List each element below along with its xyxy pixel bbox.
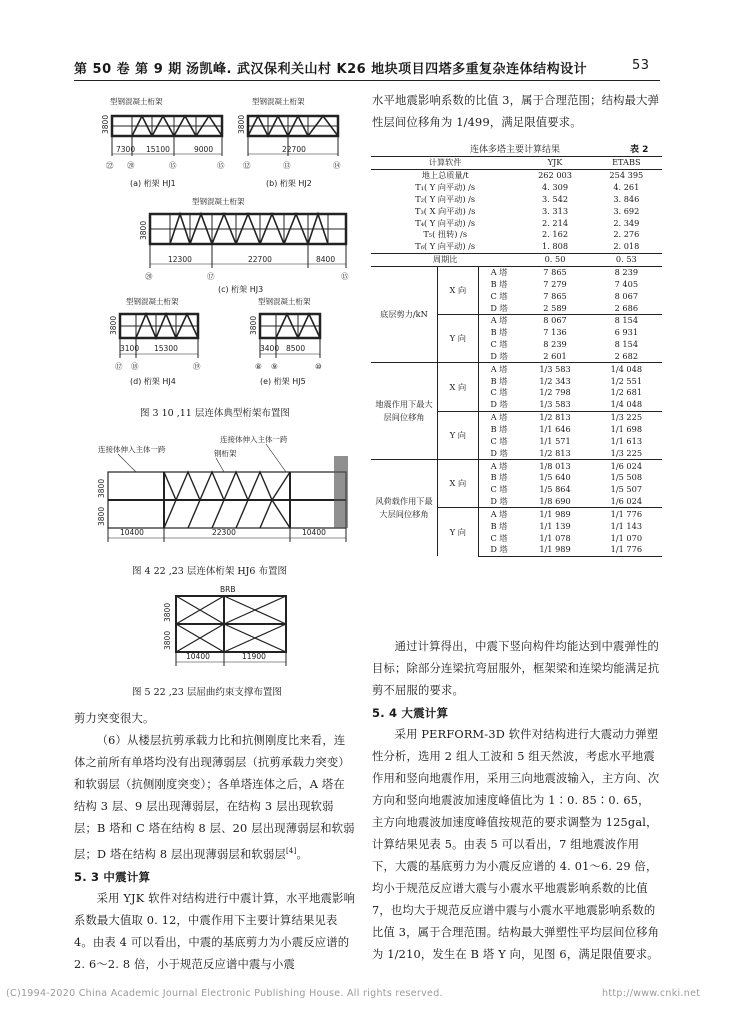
axis-bubble: ⑰ xyxy=(115,362,123,371)
table-row xyxy=(371,217,662,229)
table-cell: YJK xyxy=(519,157,590,170)
para-continuation: 剪力突变很大。 xyxy=(74,712,155,725)
table-cell: Y 向 xyxy=(438,314,479,362)
table-row xyxy=(371,363,662,375)
table-row xyxy=(371,169,662,181)
table-cell: 1/2 551 xyxy=(610,375,643,386)
fig4-caption: 图 4 22 ,23 层连体桁架 HJ6 布置图 xyxy=(132,566,287,577)
table-row xyxy=(371,194,662,206)
para-5-4: 采用 PERFORM-3D 软件对结构进行大震动力弹塑性分析，选用 2 组人工波和 5 组天然波，考虑水平地震作用和竖向地震作用，采用三向地震波输入，主方向、次方向和竖向地震波加速度峰值比为 1∶0. 85∶0. 65，主方向地震波加速度峰值按规范的要求调整为 125gal，计算结果见表 5。由表 5 可以看出，7 组地震波作用下，大震的基底剪力为小震反应谱的 4. 01～6. 29 倍，均小于规范反应谱大震与小震水平地震影响系数的比值 7，也均大于规范反应谱中震与小震水平地震影响系数的比值 3，属于合理范围。结构最大弹塑性平均层间位移角为 1/210，发生在 B 塔 Y 向，见图 6，满足限值要求。 xyxy=(372,728,660,961)
table-cell: 0. 53 xyxy=(591,253,662,266)
table-cell: Y 向 xyxy=(438,508,479,556)
left-text-block xyxy=(74,708,356,976)
para-after-table: 通过计算得出，中震下竖向构件均能达到中震弹性的目标；除部分连梁抗弯屈服外，框架梁和连梁均能满足抗剪不屈服的要求。 xyxy=(372,640,660,697)
axis-bubble: ⑲ xyxy=(193,362,201,371)
journal-issue: 第 50 卷 第 9 期 xyxy=(74,62,182,77)
right-lower-text xyxy=(372,636,660,966)
axis-bubble: ⑩ xyxy=(315,362,322,371)
table-cell: ETABS xyxy=(591,157,662,170)
table-cell: 1/5 508 xyxy=(610,472,643,483)
header-rule xyxy=(74,80,660,81)
axis-bubble: ⑨ xyxy=(271,362,278,371)
fig5-height: 3800 xyxy=(163,602,172,622)
fig5-label: BRB xyxy=(220,585,236,594)
table-cell: B 塔 xyxy=(478,375,519,387)
table-cell: 地震作用下最大层间位移角 xyxy=(371,363,438,460)
table-cell: 3. 542 xyxy=(542,193,569,204)
fig3e-dim: 8500 xyxy=(286,344,306,353)
table-cell: 1/2 681 xyxy=(610,387,643,398)
table-cell: 2 682 xyxy=(614,350,639,361)
table-row xyxy=(371,460,662,472)
fig3c-dim: 8400 xyxy=(316,255,336,264)
table-row xyxy=(371,205,662,217)
table-cell: 1/1 646 xyxy=(539,423,571,434)
figure-4 xyxy=(96,432,358,562)
table-cell: 1/6 024 xyxy=(610,496,643,507)
table-cell: 1/5 640 xyxy=(539,472,571,483)
axis-bubble: ⑰ xyxy=(207,272,215,281)
table-cell: 2. 162 xyxy=(542,229,569,240)
table-cell: A 塔 xyxy=(478,411,519,423)
para-5-3: 采用 YJK 软件对结构进行中震计算，水平地震影响系数最大值取 0. 12，中震作用下主要计算结果见表 4。由表 4 可以看出，中震的基底剪力为小震反应谱的 2. 6～2. 8 倍，小于规范反应谱中震与小震 xyxy=(74,891,356,971)
fig3c-subcaption: (c) 桁架 HJ3 xyxy=(218,285,264,294)
table-cell: 3. 313 xyxy=(542,205,569,216)
fig3d-height: 3800 xyxy=(109,315,118,335)
axis-bubble: ⑬ xyxy=(283,161,291,170)
fig3d-dim: 15300 xyxy=(154,344,178,353)
table-cell: T₆( Y 向平动) /s xyxy=(415,241,476,252)
table-cell: 8 239 xyxy=(543,339,567,350)
table-cell: 1/4 048 xyxy=(591,363,662,375)
table2-label: 表 2 xyxy=(630,145,649,155)
table-cell: C 塔 xyxy=(478,387,519,399)
fig3a-label: 型钢混凝土桁架 xyxy=(110,97,163,106)
axis-bubble: ⑮ xyxy=(169,161,177,170)
table-cell: Y 向 xyxy=(438,411,479,459)
fig3a-dim: 7300 xyxy=(116,145,136,154)
table-cell: 8 154 xyxy=(591,314,662,326)
fig3a-subcaption: (a) 桁架 HJ1 xyxy=(130,179,176,188)
table-cell: 1/1 139 xyxy=(539,520,571,531)
table-cell: 3. 692 xyxy=(613,205,640,216)
fig5-caption: 图 5 22 ,23 层屈曲约束支撑布置图 xyxy=(132,687,282,698)
axis-bubble: ⑳ xyxy=(145,272,153,281)
fig3c-dim: 12300 xyxy=(168,255,192,264)
fig3d-label: 型钢混凝土桁架 xyxy=(126,297,179,306)
fig3b-dim: 22700 xyxy=(282,145,306,154)
table-cell: C 塔 xyxy=(478,484,519,496)
table-cell: 1/5 864 xyxy=(539,484,571,495)
table-cell: 1/8 690 xyxy=(539,496,571,507)
table-cell: A 塔 xyxy=(478,314,519,326)
table2-title: 连体多塔主要计算结果 xyxy=(470,145,561,155)
axis-bubble: ⑱ xyxy=(131,362,139,371)
fig4-height: 3800 xyxy=(97,478,106,498)
table-cell: X 向 xyxy=(438,460,479,508)
table-cell: 1/5 507 xyxy=(610,484,643,495)
table-cell: A 塔 xyxy=(478,363,519,375)
axis-bubble: ㉒ xyxy=(106,161,114,170)
axis-bubble: ⑳ xyxy=(127,161,135,170)
table-cell: 周期比 xyxy=(371,253,519,266)
fig3b-label: 型钢混凝土桁架 xyxy=(252,97,305,106)
table-cell: 2. 276 xyxy=(613,229,640,240)
fig5-height: 3800 xyxy=(163,630,172,650)
fig4-dim: 10400 xyxy=(120,528,144,537)
table-2 xyxy=(371,156,662,557)
copyright-footer: (C)1994-2020 China Academic Journal Electronic Publishing House. All rights reserved. xyxy=(6,988,443,999)
table-cell: C 塔 xyxy=(478,290,519,302)
table-cell: 7 279 xyxy=(543,278,567,289)
table-cell: 底层剪力/kN xyxy=(371,266,438,363)
table-cell: 7 865 xyxy=(519,266,590,278)
running-title: 汤凯峰. 武汉保利关山村 K26 地块项目四塔多重复杂连体结构设计 xyxy=(186,62,588,77)
table-cell: C 塔 xyxy=(478,435,519,447)
table-cell: T₂( Y 向平动) /s xyxy=(415,193,476,204)
table-cell: 1/2 343 xyxy=(539,375,571,386)
table-cell: 1/1 613 xyxy=(610,435,643,446)
table-cell: 0. 50 xyxy=(519,253,590,266)
table-cell: 1/2 813 xyxy=(539,447,571,458)
table-cell: 2. 214 xyxy=(542,217,569,228)
table-row xyxy=(371,157,662,170)
table-cell: 1/1 070 xyxy=(610,532,643,543)
figure-5 xyxy=(160,582,300,682)
table-cell: D 塔 xyxy=(478,496,519,508)
table-cell: T₁( Y 向平动) /s xyxy=(415,182,476,193)
para-6-text: （6）从楼层抗剪承载力比和抗侧刚度比来看，连体之前所有单塔均没有出现薄弱层（抗剪承载力突变）和软弱层（抗侧刚度突变）；各单塔连体之后，A 塔在结构 3 层、9 层出现薄弱层，在结构 3 层出现软弱层；B 塔和 C 塔在结构 8 层、20 层出现薄弱层和软弱层；D 塔在结构 8 层出现薄弱层和软弱层 xyxy=(74,734,355,861)
fig4-label-left: 连接体伸入主体一跨 xyxy=(98,445,166,454)
table-cell: 地上总质量/t xyxy=(371,169,519,181)
section-5-3-heading: 5. 3 中震计算 xyxy=(74,869,151,884)
table-row xyxy=(371,266,662,278)
table-cell: 2 589 xyxy=(543,302,567,313)
table-cell: 1/3 225 xyxy=(610,447,643,458)
fig4-height: 3800 xyxy=(97,506,106,526)
fig5-dim: 11900 xyxy=(242,652,266,661)
fig3b-subcaption: (b) 桁架 HJ2 xyxy=(266,179,312,188)
table-cell: 8 154 xyxy=(614,339,639,350)
table-cell: 8 067 xyxy=(614,290,639,301)
table-cell: 2. 349 xyxy=(613,217,640,228)
table-cell: 风荷载作用下最大层间位移角 xyxy=(371,460,438,557)
figure-3 xyxy=(100,92,370,404)
table-row xyxy=(371,241,662,253)
table-cell: 2. 018 xyxy=(613,241,640,252)
fig3e-label: 型钢混凝土桁架 xyxy=(258,297,311,306)
table-cell: B 塔 xyxy=(478,327,519,339)
table-cell: 1. 808 xyxy=(542,241,569,252)
table-row xyxy=(371,182,662,194)
table-cell: 8 067 xyxy=(519,314,590,326)
table-cell: 1/1 698 xyxy=(610,423,643,434)
table-cell: 7 136 xyxy=(543,327,567,338)
table-cell: 8 239 xyxy=(591,266,662,278)
table-cell: 2 601 xyxy=(543,350,567,361)
table-cell: 7 865 xyxy=(543,290,567,301)
table-cell: 1/1 078 xyxy=(539,532,571,543)
table-cell: A 塔 xyxy=(478,508,519,520)
table-cell: T₄( Y 向平动) /s xyxy=(415,217,476,228)
table-cell: B 塔 xyxy=(478,520,519,532)
fig3e-dim: 3400 xyxy=(260,344,280,353)
fig4-dim: 10400 xyxy=(302,528,326,537)
axis-bubble: ⑧ xyxy=(255,362,262,371)
table-cell: C 塔 xyxy=(478,532,519,544)
table-cell: 4. 261 xyxy=(613,182,640,193)
section-5-4-heading: 5. 4 大震计算 xyxy=(372,706,449,720)
fig3a-dim: 9000 xyxy=(194,145,214,154)
table-cell: 1/3 583 xyxy=(539,399,571,410)
page-number: 53 xyxy=(632,58,650,73)
table-cell: C 塔 xyxy=(478,339,519,351)
fig3e-subcaption: (e) 桁架 HJ5 xyxy=(260,377,306,386)
table-cell: B 塔 xyxy=(478,472,519,484)
fig4-label-mid: 钢桁架 xyxy=(214,449,237,458)
table-cell: 6 931 xyxy=(614,327,639,338)
table-cell: 1/2 798 xyxy=(539,387,571,398)
table-cell: 1/3 225 xyxy=(591,411,662,423)
reference-4[interactable]: [4] xyxy=(285,847,297,855)
table-cell: T₅( 扭转) /s xyxy=(423,229,468,240)
table-cell: 3. 846 xyxy=(613,193,640,204)
fig3a-height: 3800 xyxy=(101,114,110,134)
fig3c-height: 3800 xyxy=(139,220,148,240)
axis-bubble: ⑭ xyxy=(333,161,341,170)
table-cell: D 塔 xyxy=(478,544,519,556)
axis-bubble: ⑮ xyxy=(217,161,225,170)
fig3e-height: 3800 xyxy=(249,315,258,335)
fig5-dim: 10400 xyxy=(186,652,210,661)
table-cell: D 塔 xyxy=(478,351,519,363)
table-cell: 254 395 xyxy=(591,169,662,181)
table-cell: 2 686 xyxy=(614,302,639,313)
fig4-dim: 22300 xyxy=(212,528,236,537)
table-cell: 1/1 143 xyxy=(610,520,643,531)
fig3a-dim: 15100 xyxy=(146,145,170,154)
table-cell: D 塔 xyxy=(478,447,519,459)
table-cell: T₃( X 向平动) /s xyxy=(415,205,476,216)
table-cell: A 塔 xyxy=(478,460,519,472)
table-cell: D 塔 xyxy=(478,399,519,411)
table-row xyxy=(371,229,662,241)
fig3d-dim: 3100 xyxy=(120,344,140,353)
fig3c-label: 型钢混凝土桁架 xyxy=(192,197,245,206)
table-cell: A 塔 xyxy=(478,266,519,278)
table-cell: 1/3 583 xyxy=(519,363,590,375)
table-cell: X 向 xyxy=(438,266,479,314)
table-cell: 1/1 989 xyxy=(519,544,590,556)
table-cell: 1/8 013 xyxy=(519,460,590,472)
fig3d-subcaption: (d) 桁架 HJ4 xyxy=(130,377,176,386)
axis-bubble: ⑮ xyxy=(341,272,349,281)
table-cell: 1/1 776 xyxy=(591,544,662,556)
para-6 xyxy=(74,730,356,866)
table-cell: X 向 xyxy=(438,363,479,411)
footer-url[interactable]: http://www.cnki.net xyxy=(602,988,701,999)
table-cell: B 塔 xyxy=(478,278,519,290)
fig3c-dim: 22700 xyxy=(248,255,272,264)
table-cell: 7 405 xyxy=(614,278,639,289)
table-cell: 1/2 813 xyxy=(519,411,590,423)
table-cell: 4. 309 xyxy=(542,182,569,193)
table-cell: 1/1 989 xyxy=(519,508,590,520)
para-6-end: 。 xyxy=(296,847,308,861)
table-cell: 计算软件 xyxy=(371,157,519,170)
fig3-caption: 图 3 10 ,11 层连体典型桁架布置图 xyxy=(140,408,290,419)
axis-bubble: ⑫ xyxy=(243,161,251,170)
right-top-text: 水平地震影响系数的比值 3，属于合理范围；结构最大弹性层间位移角为 1/499，满足限值要求。 xyxy=(372,94,660,129)
table-cell: 1/6 024 xyxy=(591,460,662,472)
table-cell: 1/4 048 xyxy=(610,399,643,410)
fig3b-height: 3800 xyxy=(237,114,246,134)
table-cell: 1/1 571 xyxy=(539,435,571,446)
fig4-label-right: 连接体伸入主体一跨 xyxy=(220,435,288,444)
table-cell: D 塔 xyxy=(478,302,519,314)
table-cell: 262 003 xyxy=(519,169,590,181)
table-row xyxy=(371,253,662,266)
table-cell: B 塔 xyxy=(478,424,519,436)
table-cell: 1/1 776 xyxy=(591,508,662,520)
